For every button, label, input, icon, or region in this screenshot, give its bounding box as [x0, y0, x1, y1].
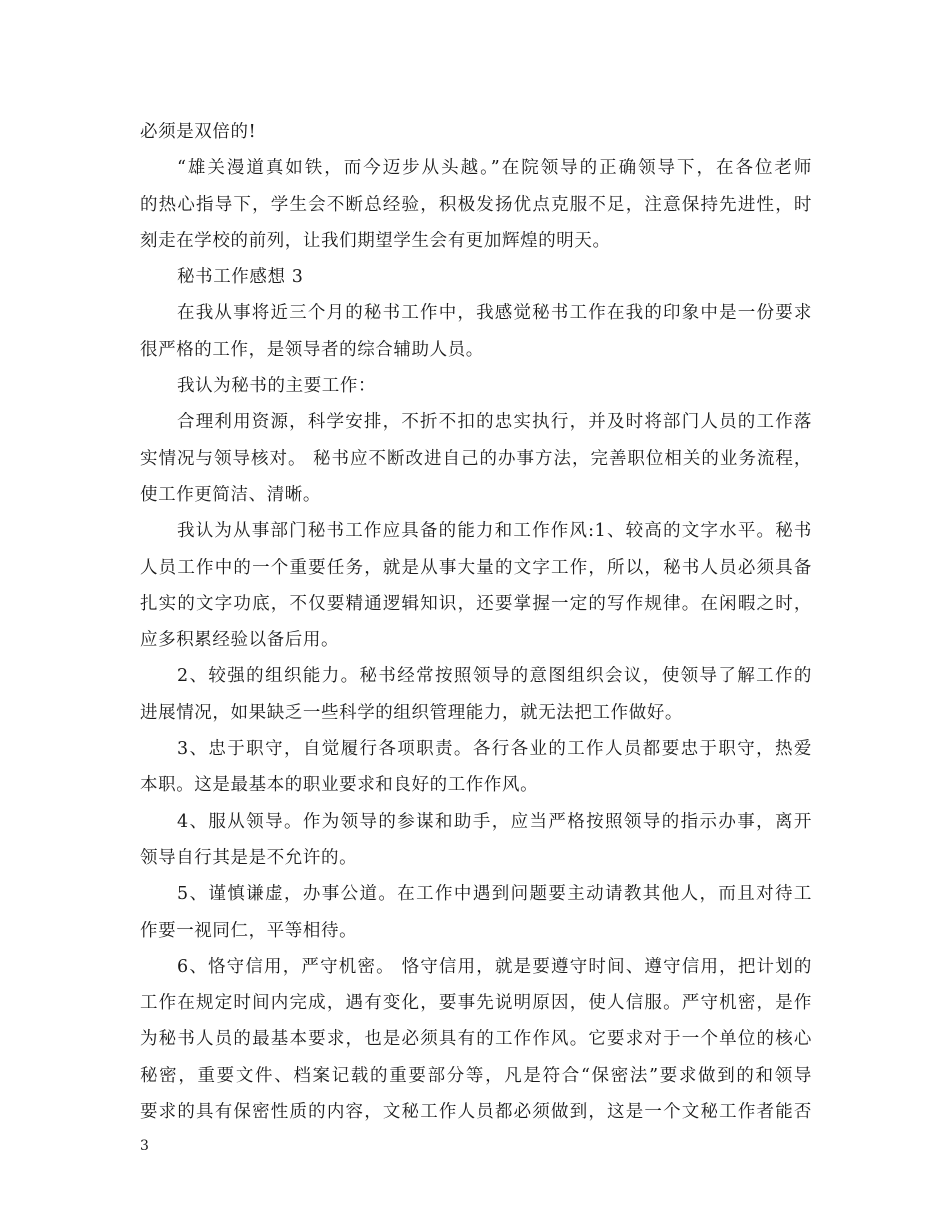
text-line: 我认为从事部门秘书工作应具备的能力和工作作风:1、较高的文字水平。秘书: [177, 521, 812, 542]
text-line: 合理利用资源，科学安排，不折不扣的忠实执行，并及时将部门人员的工作落: [177, 412, 812, 433]
page-number: 3: [140, 1138, 149, 1154]
text-line: 很严格的工作，是领导者的综合辅助人员。: [140, 339, 484, 360]
text-line: 要求的具有保密性质的内容，文秘工作人员都必须做到，这是一个文秘工作者能否: [140, 1102, 812, 1123]
text-line: 5、谨慎谦虚，办事公道。在工作中遇到问题要主动请教其他人，而且对待工: [177, 884, 812, 905]
text-line: 人员工作中的一个重要任务，就是从事大量的文字工作，所以，秘书人员必须具备: [140, 557, 812, 578]
text-line: 刻走在学校的前列，让我们期望学生会有更加辉煌的明天。: [140, 230, 611, 251]
text-line: 6、恪守信用，严守机密。 恪守信用，就是要遵守时间、遵守信用，把计划的: [177, 956, 812, 977]
text-line: 我认为秘书的主要工作：: [177, 376, 377, 397]
text-line: 进展情况，如果缺乏一些科学的组织管理能力，就无法把工作做好。: [140, 702, 683, 723]
text-line: 领导自行其是是不允许的。: [140, 847, 358, 868]
text-line: 使工作更简洁、清晰。: [140, 484, 321, 505]
text-line: 本职。这是最基本的职业要求和良好的工作作风。: [140, 775, 539, 796]
text-line: 2、较强的组织能力。秘书经常按照领导的意图组织会议，使领导了解工作的: [177, 666, 812, 687]
text-line: 实情况与领导核对。 秘书应不断改进自己的办事方法，完善职位相关的业务流程，: [140, 448, 812, 469]
text-line: 的热心指导下，学生会不断总经验，积极发扬优点克服不足，注意保持先进性，时: [140, 194, 812, 215]
text-line: 工作在规定时间内完成，遇有变化，要事先说明原因，使人信服。严守机密，是作: [140, 993, 812, 1014]
text-line: 在我从事将近三个月的秘书工作中，我感觉秘书工作在我的印象中是一份要求: [177, 303, 812, 324]
text-line: 4、服从领导。作为领导的参谋和助手，应当严格按照领导的指示办事，离开: [177, 811, 812, 832]
text-line: 应多积累经验以备后用。: [140, 630, 340, 651]
text-line: “雄关漫道真如铁，而今迈步从头越。”在院领导的正确领导下，在各位老师: [177, 158, 812, 179]
text-line: 3、忠于职守，自觉履行各项职责。各行各业的工作人员都要忠于职守，热爱: [177, 739, 812, 760]
text-line: 扎实的文字功底，不仅要精通逻辑知识，还要掌握一定的写作规律。在闲暇之时，: [140, 593, 812, 614]
text-line: 必须是双倍的!: [140, 122, 257, 142]
document-body: [140, 114, 812, 1130]
text-line: 作要一视同仁，平等相待。: [140, 920, 358, 941]
text-line: 秘密，重要文件、档案记载的重要部分等，凡是符合“保密法”要求做到的和领导: [140, 1065, 812, 1086]
text-line: 为秘书人员的最基本要求，也是必须具有的工作作风。它要求对于一个单位的核心: [140, 1029, 812, 1050]
text-line: 秘书工作感想 3: [177, 267, 304, 288]
